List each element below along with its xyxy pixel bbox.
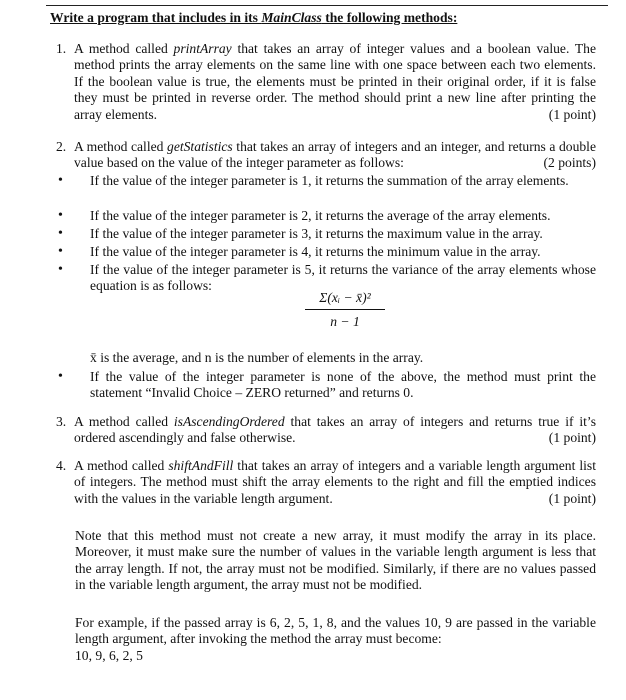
bullet-item (58, 244, 596, 260)
method-name: shiftAndFill (168, 458, 234, 473)
item-number: 4. (56, 458, 67, 473)
item-text: that takes an array of integer values and a boolean value. The method prints the array elements on the same line with one space between each two elements. If the boolean value is true, the elements must be printed in their original order, if it is false they must be printed in reverse order. The method should print a new line after printing the array elements. (74, 41, 596, 122)
bullet-icon: • (58, 226, 63, 241)
example-result: 10, 9, 6, 2, 5 (75, 648, 143, 663)
item-text: that takes an array of integers and returns true if it’s ordered ascendingly and false otherwise. (74, 414, 596, 446)
item-number: 3. (56, 414, 67, 429)
page-heading (50, 10, 457, 26)
heading-classname: MainClass (261, 10, 322, 25)
bullet-icon: • (58, 244, 63, 259)
example-paragraph: For example, if the passed array is 6, 2, 5, 1, 8, and the values 10, 9 are passed in the variable length argument, after invoking the method the array must become: (75, 615, 596, 647)
bullet-item (58, 369, 596, 402)
bullet-item (58, 173, 596, 189)
method-name: printArray (173, 41, 232, 56)
bullet-icon: • (58, 208, 63, 223)
bullet-icon: • (58, 369, 63, 384)
item-text: that takes an array of integers and an integer, and returns a double value based on the value of the integer parameter as follows: (74, 139, 596, 171)
item-2 (50, 139, 596, 172)
item-lead: A method called (74, 414, 174, 429)
item-number: 2. (56, 139, 67, 154)
method-name: isAscendingOrdered (173, 414, 285, 429)
item-points: (1 point) (548, 490, 596, 506)
item-points: (1 point) (548, 106, 596, 122)
bullet-text: If the value of the integer parameter is 2, it returns the average of the array elements. (90, 208, 551, 223)
method-name: getStatistics (167, 139, 233, 154)
variance-formula (305, 290, 385, 331)
bullet-text: If the value of the integer parameter is 4, it returns the minimum value in the array. (90, 244, 541, 259)
item-number: 1. (56, 41, 67, 56)
bullet-item (58, 208, 596, 224)
item-4 (50, 458, 596, 507)
item-points: (2 points) (543, 155, 596, 171)
bullet-text: If the value of the integer parameter is 3, it returns the maximum value in the array. (90, 226, 543, 241)
item-lead: A method called (74, 139, 168, 154)
formula-numerator: Σ(xᵢ − x̄)² (305, 290, 385, 310)
bullet-item (58, 226, 596, 242)
formula-note: x̄ is the average, and n is the number of elements in the array. (90, 350, 424, 365)
bullet-text: If the value of the integer parameter is 1, it returns the summation of the array elements. (90, 173, 569, 188)
item-text: that takes an array of integers and a variable length argument list of integers. The method must shift the array elements to the right and fill the emptied indices with the values in the variable length argument. (74, 458, 596, 506)
item-1 (50, 41, 596, 123)
item-lead: A method called (74, 458, 169, 473)
bullet-icon: • (58, 262, 63, 277)
item-points: (1 point) (548, 430, 596, 446)
bullet-icon: • (58, 173, 63, 188)
shift-note: Note that this method must not create a new array, it must modify the array in its place. Moreover, it must make sure the number of values in the variable length argument is less that the array length. If not, the array must not be modified. Similarly, if there are no values passed in the variable length argument, the array must not be modified. (75, 528, 596, 593)
bullet-text: If the value of the integer parameter is none of the above, the method must print the statement “Invalid Choice – ZERO returned” and returns 0. (90, 369, 596, 401)
heading-suffix: the following methods: (321, 10, 458, 25)
item-3 (50, 414, 596, 447)
formula-denominator: n − 1 (330, 314, 360, 330)
bullet-text: If the value of the integer parameter is 5, it returns the variance of the array elements whose equation is as follows: (90, 262, 596, 294)
heading-prefix: Write a program that includes in its (50, 10, 262, 25)
item-lead: A method called (74, 41, 174, 56)
top-rule (46, 5, 608, 6)
